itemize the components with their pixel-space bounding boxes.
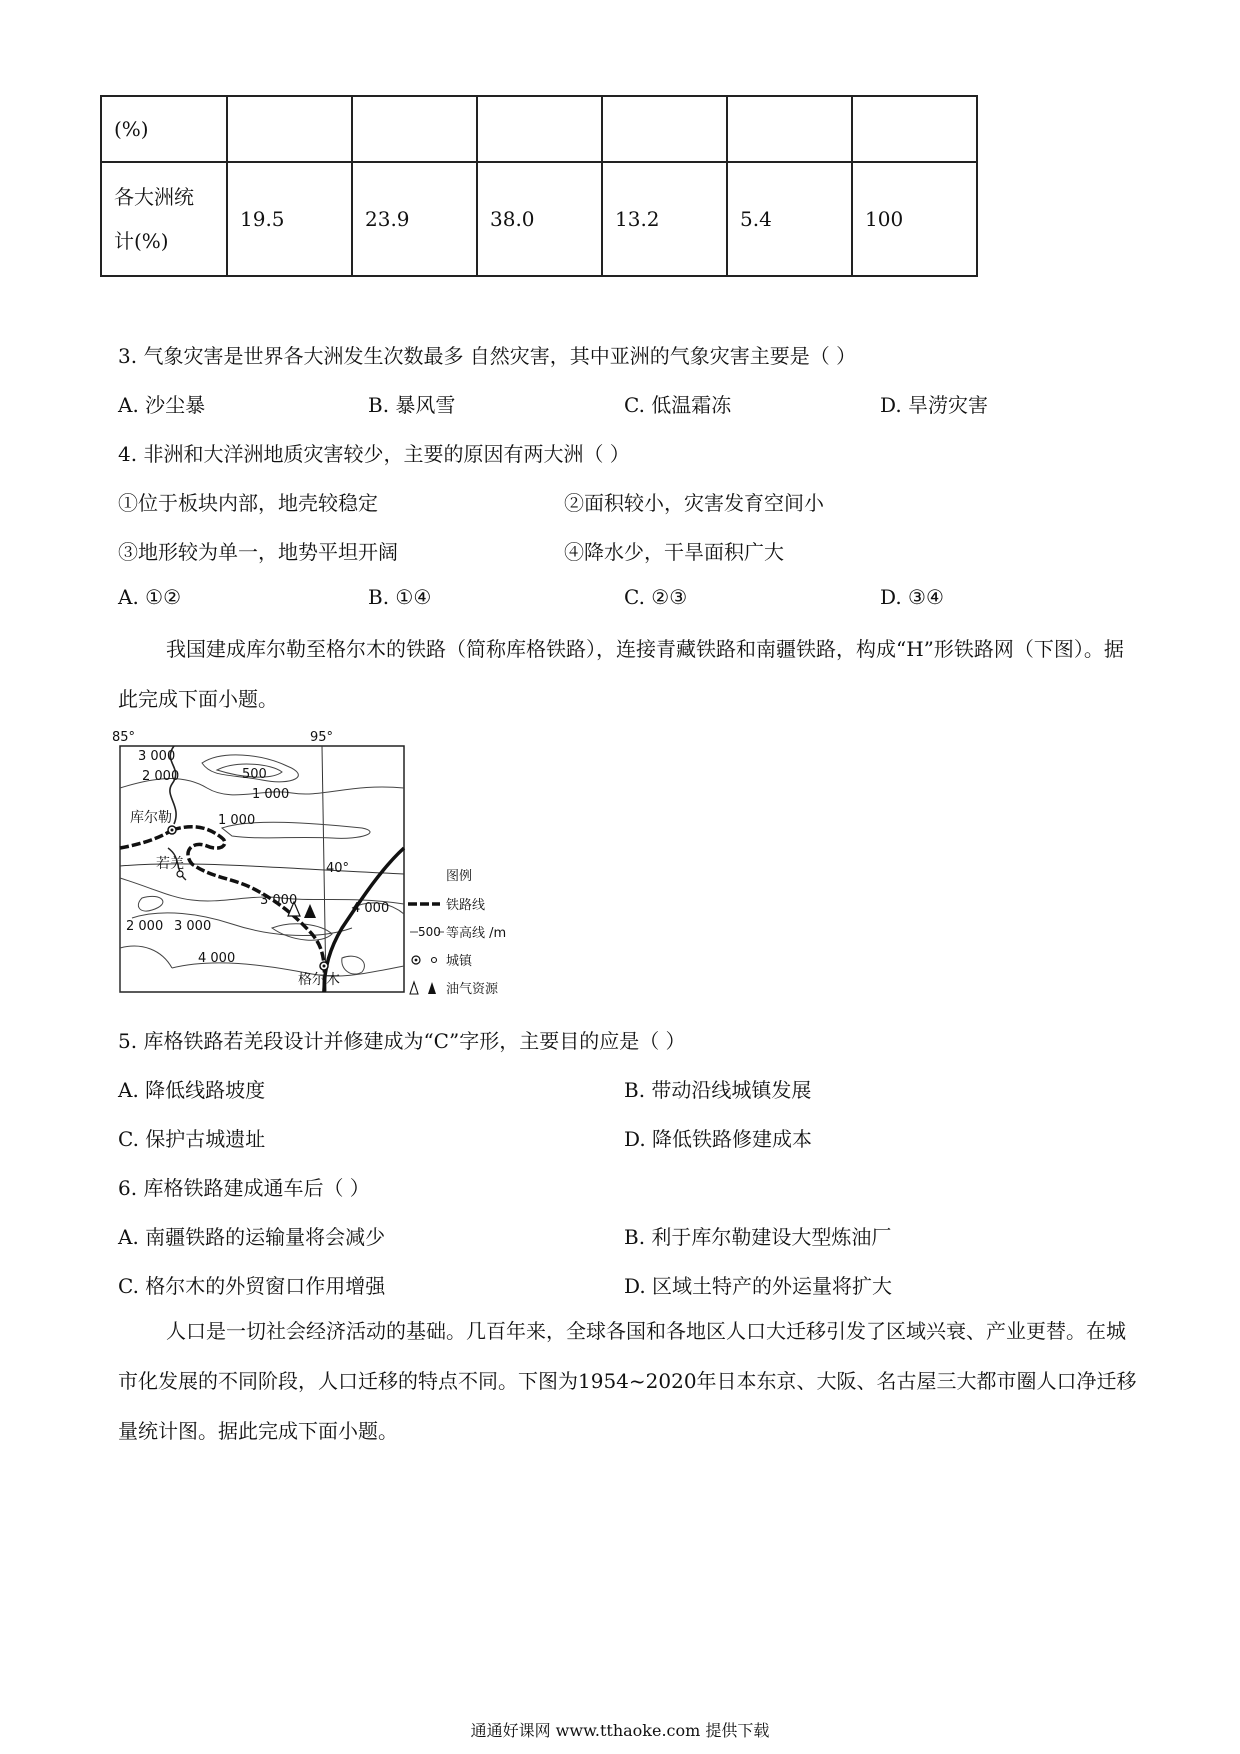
question-5-stem: 5. 库格铁路若羌段设计并修建成为“C”字形，主要目的应是（ ）: [118, 1029, 686, 1053]
question-4-option-c: C. ②③: [624, 585, 688, 609]
question-4-stem: 4. 非洲和大洋洲地质灾害较少，主要的原因有两大洲（ ）: [118, 442, 630, 466]
question-3-option-b: B. 暴风雪: [368, 393, 456, 417]
table-cell: 13.2: [602, 162, 727, 276]
question-4-item-1: ①位于板块内部，地壳较稳定: [118, 491, 378, 515]
question-3-stem: 3. 气象灾害是世界各大洲发生次数最多 自然灾害，其中亚洲的气象灾害主要是（ ）: [118, 344, 857, 368]
passage-population: 人口是一切社会经济活动的基础。几百年来，全球各国和各地区人口大迁移引发了区域兴衰、产业更替。在城市化发展的不同阶段，人口迁移的特点不同。下图为1954~2020年日本东京、大阪、名古屋三大都市圈人口净迁移量统计图。据此完成下面小题。: [118, 1319, 1137, 1443]
railway-map: [112, 728, 552, 1000]
lat-label: 40°: [326, 861, 350, 876]
legend-contour: 等高线 /m: [446, 926, 507, 941]
passage-railway: 我国建成库尔勒至格尔木的铁路（简称库格铁路），连接青藏铁路和南疆铁路，构成“H”形铁路网（下图）。据此完成下面小题。: [118, 637, 1124, 711]
table-cell: 19.5: [227, 162, 352, 276]
contour-label: 3 000: [174, 919, 212, 934]
contour-label: 4 000: [198, 951, 236, 966]
contour-label: 1 000: [252, 787, 290, 802]
table-cell: [227, 96, 352, 162]
table-cell: [352, 96, 477, 162]
page-footer: 通通好课网 www.tthaoke.com 提供下载: [470, 1721, 770, 1740]
question-6-stem: 6. 库格铁路建成通车后（ ）: [118, 1176, 370, 1200]
question-4-option-d: D. ③④: [880, 585, 944, 609]
question-4-item-3: ③地形较为单一，地势平坦开阔: [118, 540, 398, 564]
contour-label: 3 000: [260, 893, 298, 908]
table-cell: [852, 96, 977, 162]
map-legend: [408, 869, 506, 997]
question-3-option-d: D. 旱涝灾害: [880, 393, 989, 417]
table-cell: [602, 96, 727, 162]
table-cell: [477, 96, 602, 162]
legend-oil: 油气资源: [446, 982, 499, 997]
contour-label: 2 000: [142, 769, 180, 784]
question-4-option-b: B. ①④: [368, 585, 432, 609]
question-6-option-b: B. 利于库尔勒建设大型炼油厂: [624, 1225, 892, 1249]
row-label-line: 计(%): [114, 229, 169, 253]
question-6-option-a: A. 南疆铁路的运输量将会减少: [118, 1225, 386, 1249]
table-cell: 100: [852, 162, 977, 276]
city-korla-dot: [171, 829, 174, 832]
legend-town-small-icon: [432, 958, 437, 963]
question-5-option-d: D. 降低铁路修建成本: [624, 1127, 813, 1151]
city-label: 库尔勒: [130, 810, 172, 826]
city-label: 若羌: [156, 856, 184, 872]
contour-label: 2 000: [126, 919, 164, 934]
contour-label: 1 000: [218, 813, 256, 828]
contour-label: 500: [242, 767, 267, 782]
question-6-option-c: C. 格尔木的外贸窗口作用增强: [118, 1274, 386, 1298]
table-cell: 23.9: [352, 162, 477, 276]
table-cell: [727, 96, 852, 162]
row-label: (%): [101, 96, 227, 162]
table-row: [101, 162, 977, 276]
question-5-option-c: C. 保护古城遗址: [118, 1127, 266, 1151]
legend-railway: 铁路线: [446, 898, 486, 913]
table-row: [101, 96, 977, 162]
contour-label: 4 000: [352, 901, 390, 916]
question-4-item-2: ②面积较小，灾害发育空间小: [564, 491, 824, 515]
disaster-stats-table: [100, 95, 978, 277]
question-6-option-d: D. 区域土特产的外运量将扩大: [624, 1274, 893, 1298]
legend-title: 图例: [446, 869, 473, 884]
legend-contour-sample: 500: [418, 925, 441, 939]
question-5-option-a: A. 降低线路坡度: [118, 1078, 266, 1102]
question-4-option-a: A. ①②: [118, 585, 182, 609]
question-3-option-a: A. 沙尘暴: [118, 393, 206, 417]
table-cell: 38.0: [477, 162, 602, 276]
legend-oil-filled-icon: [428, 982, 436, 994]
row-label-line: 各大洲统: [114, 185, 194, 209]
question-4-item-4: ④降水少，干旱面积广大: [564, 540, 784, 564]
city-label: 格尔木: [298, 972, 340, 988]
question-5-option-b: B. 带动沿线城镇发展: [624, 1078, 812, 1102]
contour-label: 3 000: [138, 749, 176, 764]
legend-oil-icon: [410, 982, 418, 994]
question-3-option-c: C. 低温霜冻: [624, 393, 732, 417]
table-cell: 5.4: [727, 162, 852, 276]
lon-label: 95°: [310, 730, 334, 745]
city-golmud-dot: [323, 965, 326, 968]
legend-town: 城镇: [446, 954, 473, 969]
row-label: [101, 162, 227, 276]
lon-label: 85°: [112, 730, 136, 745]
